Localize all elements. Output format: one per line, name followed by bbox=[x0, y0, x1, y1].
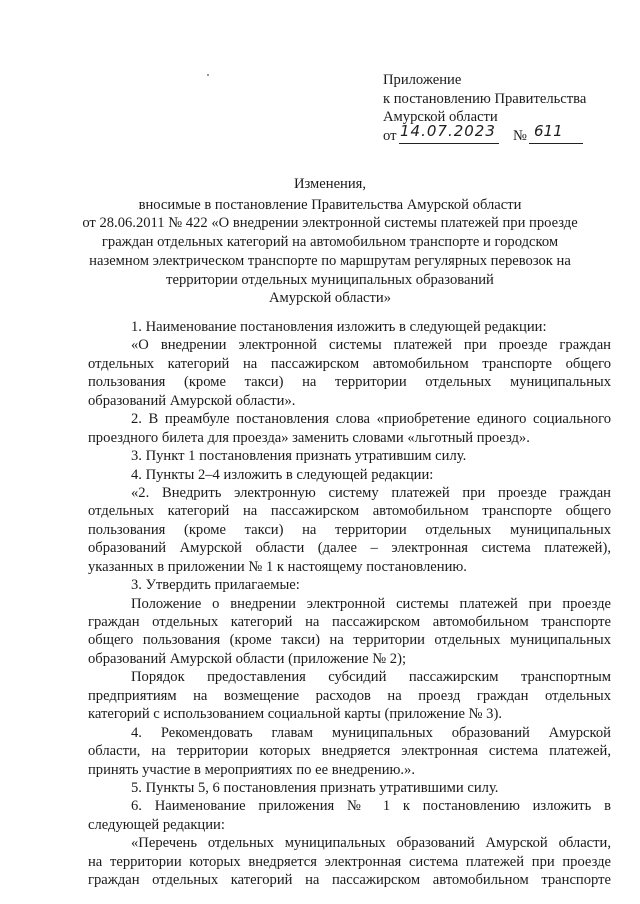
title-line: граждан отдельных категорий на автомобильном транспорте и городском bbox=[101, 234, 559, 251]
title-line: вносимые в постановление Правительства Амурской области bbox=[138, 196, 522, 213]
number-label: № bbox=[513, 127, 527, 144]
body-line: области, на территории которых внедряется электронная система платежей, bbox=[88, 743, 611, 760]
appendix-label: Приложение bbox=[383, 72, 462, 88]
body-line: 6. Наименование приложения № 1 к постановлению изложить в bbox=[131, 798, 611, 815]
body-line: «2. Внедрить электронную систему платежей при проезде граждан bbox=[131, 484, 611, 501]
handwritten-number: 611 bbox=[534, 121, 563, 140]
body-line: следующей редакции: bbox=[88, 816, 225, 833]
body-line: проездного билета для проезда» заменить словами «льготный проезд». bbox=[88, 429, 530, 446]
document-title bbox=[80, 175, 580, 308]
title-line: территории отдельных муниципальных образований bbox=[166, 271, 494, 288]
body-line: отдельных категорий на пассажирском автомобильном транспорте общего bbox=[88, 503, 611, 520]
body-line: 1. Наименование постановления изложить в следующей редакции: bbox=[131, 319, 547, 335]
body-line: 2. В преамбуле постановления слова «приобретение единого социального bbox=[131, 411, 611, 428]
title-heading: Изменения, bbox=[293, 176, 367, 192]
body-line: образований Амурской области (приложение № 2); bbox=[88, 650, 406, 667]
appendix-header bbox=[383, 71, 623, 147]
appendix-region: Амурской области bbox=[383, 109, 498, 125]
resolution-date-number-row bbox=[383, 121, 623, 147]
body-line: 3. Пункт 1 постановления признать утратившим силу. bbox=[131, 448, 467, 465]
title-line: наземном электрическом транспорте по маршрутам регулярных перевозок на bbox=[89, 252, 571, 269]
number-underline bbox=[529, 143, 583, 144]
title-line: от 28.06.2011 № 422 «О внедрении электронной системы платежей при проезде bbox=[82, 215, 578, 232]
body-line: Порядок предоставления субсидий пассажирским транспортным bbox=[131, 669, 611, 686]
body-line: отдельных категорий на пассажирском автомобильном транспорте общего bbox=[88, 355, 611, 372]
body-line: 3. Утвердить прилагаемые: bbox=[131, 577, 300, 594]
date-underline bbox=[399, 143, 499, 144]
body-line: на территории которых внедряется электронная система платежей при проезде bbox=[88, 853, 611, 870]
appendix-resolution-ref: к постановлению Правительства bbox=[383, 90, 587, 107]
body-line: 4. Пункты 2–4 изложить в следующей редакции: bbox=[131, 466, 434, 483]
body-line: образований Амурской области (далее – электронная система платежей), bbox=[88, 540, 611, 557]
body-line: указанных в приложении № 1 к настоящему постановлению. bbox=[88, 558, 467, 575]
handwritten-date: 14.07.2023 bbox=[400, 121, 496, 140]
body-line: принять участие в мероприятиях по ее внедрению.». bbox=[88, 761, 416, 778]
body-line: граждан отдельных категорий на пассажирском автомобильном транспорте bbox=[88, 872, 611, 889]
title-line: Амурской области» bbox=[268, 290, 392, 307]
scan-speck bbox=[207, 74, 209, 76]
document-body bbox=[88, 318, 611, 890]
body-line: общего пользования (кроме такси) на территории отдельных муниципальных bbox=[88, 632, 611, 649]
from-label: от bbox=[383, 127, 397, 144]
body-line: пользования (кроме такси) на территории отдельных муниципальных bbox=[88, 374, 611, 391]
body-line: категорий с использованием социальной карты (приложение № 3). bbox=[88, 706, 502, 723]
body-line: 5. Пункты 5, 6 постановления признать утратившими силу. bbox=[131, 779, 499, 796]
body-line: предприятиям на возмещение расходов на проезд граждан отдельных bbox=[88, 687, 611, 704]
body-line: образований Амурской области». bbox=[88, 392, 296, 409]
body-line: граждан отдельных категорий на пассажирском автомобильном транспорте bbox=[88, 614, 611, 630]
body-line: «Перечень отдельных муниципальных образований Амурской области, bbox=[131, 835, 611, 852]
body-line: Положение о внедрении электронной системы платежей при проезде bbox=[131, 595, 611, 612]
body-line: 4. Рекомендовать главам муниципальных образований Амурской bbox=[131, 724, 611, 741]
body-line: «О внедрении электронной системы платежей при проезде граждан bbox=[131, 337, 611, 354]
body-line: пользования (кроме такси) на территории отдельных муниципальных bbox=[88, 521, 611, 538]
